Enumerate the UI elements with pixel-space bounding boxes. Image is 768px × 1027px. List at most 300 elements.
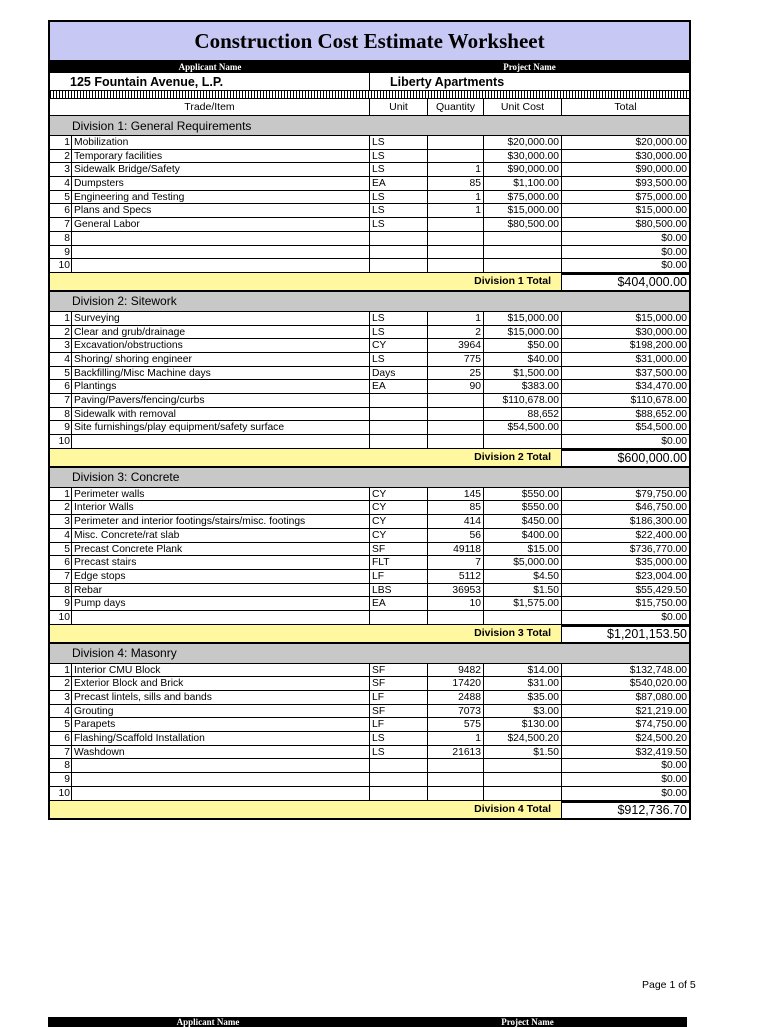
trade-item-cell: Washdown <box>72 746 370 759</box>
row-number: 4 <box>50 177 72 190</box>
unit-cell: SF <box>370 543 428 556</box>
quantity-cell: 90 <box>428 380 484 393</box>
unit-cell <box>370 759 428 772</box>
unit-cost-cell: 88,652 <box>484 408 562 421</box>
col-quantity: Quantity <box>428 99 484 115</box>
trade-item-cell: Surveying <box>72 312 370 325</box>
table-row <box>50 136 689 150</box>
total-cell: $0.00 <box>661 436 687 448</box>
col-trade-item: Trade/Item <box>50 99 370 115</box>
division-total-value: $404,000.00 <box>562 273 689 290</box>
row-number: 6 <box>50 732 72 745</box>
divisions-container <box>50 116 689 818</box>
unit-cost-cell: $1.50 <box>484 746 562 759</box>
unit-cell: LF <box>370 718 428 731</box>
quantity-cell <box>428 611 484 624</box>
row-number: 7 <box>50 746 72 759</box>
unit-cell: LF <box>370 570 428 583</box>
quantity-cell: 3964 <box>428 339 484 352</box>
table-row <box>50 218 689 232</box>
total-cell: $15,000.00 <box>635 205 687 217</box>
table-row <box>50 408 689 422</box>
trade-item-cell: Flashing/Scaffold Installation <box>72 732 370 745</box>
row-number: 4 <box>50 529 72 542</box>
row-number: 6 <box>50 204 72 217</box>
hatch-divider <box>50 91 689 99</box>
unit-cost-cell: $24,500.20 <box>484 732 562 745</box>
col-unit-cost: Unit Cost <box>484 99 562 115</box>
quantity-cell <box>428 136 484 149</box>
table-row <box>50 232 689 246</box>
table-row <box>50 529 689 543</box>
unit-cost-cell: $1,575.00 <box>484 597 562 610</box>
quantity-cell: 145 <box>428 488 484 501</box>
total-cell: $31,000.00 <box>635 353 687 365</box>
trade-item-cell: Backfilling/Misc Machine days <box>72 367 370 380</box>
unit-cost-cell <box>484 246 562 259</box>
row-number: 3 <box>50 515 72 528</box>
unit-cost-cell: $40.00 <box>484 353 562 366</box>
total-cell: $0.00 <box>661 611 687 623</box>
unit-cost-cell: $15,000.00 <box>484 204 562 217</box>
table-row <box>50 150 689 164</box>
row-number: 2 <box>50 677 72 690</box>
next-page-header <box>48 1017 687 1027</box>
unit-cost-cell: $30,000.00 <box>484 150 562 163</box>
row-number: 10 <box>50 259 72 272</box>
row-number: 9 <box>50 246 72 259</box>
unit-cell: SF <box>370 677 428 690</box>
row-number: 5 <box>50 191 72 204</box>
total-cell: $0.00 <box>661 760 687 772</box>
total-cell: $0.00 <box>661 246 687 258</box>
unit-cost-cell <box>484 611 562 624</box>
table-row <box>50 543 689 557</box>
trade-item-cell: Shoring/ shoring engineer <box>72 353 370 366</box>
unit-cost-cell <box>484 773 562 786</box>
table-row <box>50 705 689 719</box>
total-cell: $30,000.00 <box>635 326 687 338</box>
total-cell: $79,750.00 <box>635 488 687 500</box>
total-cell: $32,419.50 <box>635 746 687 758</box>
unit-cost-cell: $1,100.00 <box>484 177 562 190</box>
trade-item-cell: Plantings <box>72 380 370 393</box>
table-row <box>50 787 689 801</box>
quantity-cell: 7073 <box>428 705 484 718</box>
row-number: 8 <box>50 408 72 421</box>
division-total-label: Division 4 Total <box>50 801 562 818</box>
unit-cell: LS <box>370 150 428 163</box>
next-applicant-label: Applicant Name <box>176 1017 240 1027</box>
quantity-cell: 7 <box>428 556 484 569</box>
unit-cell: CY <box>370 515 428 528</box>
row-number: 9 <box>50 421 72 434</box>
unit-cost-cell <box>484 759 562 772</box>
trade-item-cell: Misc. Concrete/rat slab <box>72 529 370 542</box>
division-total-label: Division 1 Total <box>50 273 562 290</box>
unit-cell <box>370 435 428 448</box>
row-number: 9 <box>50 597 72 610</box>
unit-cell: LS <box>370 353 428 366</box>
unit-cell: LS <box>370 191 428 204</box>
trade-item-cell <box>72 787 370 800</box>
total-cell: $21,219.00 <box>635 705 687 717</box>
quantity-cell: 414 <box>428 515 484 528</box>
row-number: 1 <box>50 488 72 501</box>
trade-item-cell: Sidewalk Bridge/Safety <box>72 163 370 176</box>
quantity-cell: 2 <box>428 326 484 339</box>
division-total-row <box>50 449 689 468</box>
table-row <box>50 394 689 408</box>
row-number: 4 <box>50 705 72 718</box>
division-total-row <box>50 273 689 292</box>
row-number: 6 <box>50 380 72 393</box>
total-cell: $736,770.00 <box>629 543 687 555</box>
unit-cost-cell <box>484 232 562 245</box>
row-number: 7 <box>50 570 72 583</box>
header-labels <box>50 61 689 73</box>
quantity-cell <box>428 787 484 800</box>
trade-item-cell: Sidewalk with removal <box>72 408 370 421</box>
total-cell: $34,470.00 <box>635 381 687 393</box>
unit-cost-cell <box>484 259 562 272</box>
division-total-value: $1,201,153.50 <box>562 625 689 642</box>
table-row <box>50 259 689 273</box>
unit-cell: LS <box>370 136 428 149</box>
table-row <box>50 759 689 773</box>
total-cell: $23,004.00 <box>635 570 687 582</box>
table-row <box>50 435 689 449</box>
quantity-cell: 9482 <box>428 664 484 677</box>
unit-cost-cell: $400.00 <box>484 529 562 542</box>
total-cell: $46,750.00 <box>635 502 687 514</box>
unit-cost-cell: $550.00 <box>484 488 562 501</box>
table-row <box>50 163 689 177</box>
unit-cost-cell: $90,000.00 <box>484 163 562 176</box>
total-cell: $74,750.00 <box>635 719 687 731</box>
row-number: 8 <box>50 584 72 597</box>
total-cell: $15,750.00 <box>635 598 687 610</box>
quantity-cell: 575 <box>428 718 484 731</box>
row-number: 10 <box>50 435 72 448</box>
trade-item-cell: General Labor <box>72 218 370 231</box>
total-cell: $37,500.00 <box>635 367 687 379</box>
division-header: Division 4: Masonry <box>50 644 689 664</box>
worksheet-title: Construction Cost Estimate Worksheet <box>50 22 689 61</box>
trade-item-cell: Perimeter and interior footings/stairs/misc. footings <box>72 515 370 528</box>
trade-item-cell: Clear and grub/drainage <box>72 326 370 339</box>
total-cell: $93,500.00 <box>635 178 687 190</box>
unit-cost-cell: $15.00 <box>484 543 562 556</box>
unit-cell <box>370 246 428 259</box>
table-row <box>50 570 689 584</box>
table-row <box>50 488 689 502</box>
unit-cost-cell: $50.00 <box>484 339 562 352</box>
total-cell: $35,000.00 <box>635 557 687 569</box>
unit-cell: FLT <box>370 556 428 569</box>
unit-cost-cell: $54,500.00 <box>484 421 562 434</box>
row-number: 3 <box>50 163 72 176</box>
row-number: 7 <box>50 218 72 231</box>
quantity-cell: 1 <box>428 163 484 176</box>
unit-cell: SF <box>370 664 428 677</box>
unit-cost-cell: $5,000.00 <box>484 556 562 569</box>
quantity-cell: 1 <box>428 312 484 325</box>
row-number: 5 <box>50 367 72 380</box>
trade-item-cell: Engineering and Testing <box>72 191 370 204</box>
unit-cell: LS <box>370 746 428 759</box>
unit-cost-cell: $15,000.00 <box>484 312 562 325</box>
division-total-value: $600,000.00 <box>562 449 689 466</box>
total-cell: $54,500.00 <box>635 422 687 434</box>
unit-cell: LS <box>370 163 428 176</box>
quantity-cell <box>428 435 484 448</box>
project-label: Project Name <box>503 62 556 72</box>
unit-cell: LS <box>370 218 428 231</box>
unit-cell <box>370 421 428 434</box>
unit-cost-cell: $35.00 <box>484 691 562 704</box>
column-header-row <box>50 99 689 116</box>
unit-cell: LS <box>370 326 428 339</box>
unit-cost-cell: $450.00 <box>484 515 562 528</box>
unit-cell: LF <box>370 691 428 704</box>
quantity-cell <box>428 773 484 786</box>
quantity-cell: 49118 <box>428 543 484 556</box>
trade-item-cell: Pump days <box>72 597 370 610</box>
table-row <box>50 597 689 611</box>
trade-item-cell: Interior CMU Block <box>72 664 370 677</box>
col-unit: Unit <box>370 99 428 115</box>
division-header: Division 3: Concrete <box>50 468 689 488</box>
total-cell: $20,000.00 <box>635 137 687 148</box>
row-number: 2 <box>50 150 72 163</box>
unit-cost-cell: $3.00 <box>484 705 562 718</box>
trade-item-cell: Precast Concrete Plank <box>72 543 370 556</box>
trade-item-cell <box>72 232 370 245</box>
total-cell: $30,000.00 <box>635 150 687 162</box>
trade-item-cell: Temporary facilities <box>72 150 370 163</box>
trade-item-cell: Exterior Block and Brick <box>72 677 370 690</box>
unit-cell <box>370 394 428 407</box>
unit-cost-cell: $80,500.00 <box>484 218 562 231</box>
row-number: 8 <box>50 232 72 245</box>
table-row <box>50 204 689 218</box>
quantity-cell: 775 <box>428 353 484 366</box>
table-row <box>50 515 689 529</box>
row-number: 1 <box>50 136 72 149</box>
quantity-cell <box>428 259 484 272</box>
row-number: 10 <box>50 787 72 800</box>
unit-cost-cell: $4.50 <box>484 570 562 583</box>
unit-cost-cell: $1.50 <box>484 584 562 597</box>
unit-cell: EA <box>370 177 428 190</box>
next-project-label: Project Name <box>501 1017 554 1027</box>
table-row <box>50 501 689 515</box>
unit-cell: LS <box>370 204 428 217</box>
unit-cell: CY <box>370 339 428 352</box>
trade-item-cell: Dumpsters <box>72 177 370 190</box>
unit-cell: Days <box>370 367 428 380</box>
quantity-cell <box>428 232 484 245</box>
unit-cell: EA <box>370 380 428 393</box>
total-cell: $87,080.00 <box>635 692 687 703</box>
trade-item-cell: Precast lintels, sills and bands <box>72 691 370 704</box>
total-cell: $55,429.50 <box>635 584 687 596</box>
unit-cost-cell: $110,678.00 <box>484 394 562 407</box>
total-cell: $24,500.20 <box>635 733 687 745</box>
unit-cell: CY <box>370 488 428 501</box>
table-row <box>50 677 689 691</box>
row-number: 5 <box>50 718 72 731</box>
trade-item-cell <box>72 435 370 448</box>
trade-item-cell <box>72 611 370 624</box>
trade-item-cell: Grouting <box>72 705 370 718</box>
total-cell: $90,000.00 <box>635 164 687 176</box>
total-cell: $0.00 <box>661 787 687 799</box>
row-number: 6 <box>50 556 72 569</box>
row-number: 8 <box>50 759 72 772</box>
table-row <box>50 246 689 260</box>
division-total-row <box>50 625 689 644</box>
quantity-cell: 1 <box>428 732 484 745</box>
unit-cell: CY <box>370 529 428 542</box>
unit-cell <box>370 259 428 272</box>
worksheet <box>48 20 691 820</box>
row-number: 3 <box>50 691 72 704</box>
quantity-cell: 17420 <box>428 677 484 690</box>
table-row <box>50 380 689 394</box>
quantity-cell <box>428 421 484 434</box>
unit-cell <box>370 232 428 245</box>
unit-cost-cell: $20,000.00 <box>484 136 562 149</box>
table-row <box>50 421 689 435</box>
project-value: Liberty Apartments <box>390 74 505 89</box>
quantity-cell: 1 <box>428 191 484 204</box>
total-cell: $0.00 <box>661 774 687 786</box>
trade-item-cell: Interior Walls <box>72 501 370 514</box>
table-row <box>50 718 689 732</box>
table-row <box>50 312 689 326</box>
quantity-cell: 5112 <box>428 570 484 583</box>
page-number: Page 1 of 5 <box>642 979 696 991</box>
quantity-cell: 21613 <box>428 746 484 759</box>
trade-item-cell: Precast stairs <box>72 556 370 569</box>
quantity-cell <box>428 394 484 407</box>
total-cell: $186,300.00 <box>629 516 687 528</box>
trade-item-cell: Plans and Specs <box>72 204 370 217</box>
quantity-cell <box>428 408 484 421</box>
table-row <box>50 584 689 598</box>
quantity-cell <box>428 759 484 772</box>
total-cell: $88,652.00 <box>635 408 687 420</box>
total-cell: $80,500.00 <box>635 219 687 231</box>
trade-item-cell: Rebar <box>72 584 370 597</box>
row-number: 2 <box>50 326 72 339</box>
division-header: Division 2: Sitework <box>50 292 689 312</box>
table-row <box>50 326 689 340</box>
row-number: 4 <box>50 353 72 366</box>
unit-cell <box>370 611 428 624</box>
table-row <box>50 177 689 191</box>
division-total-label: Division 2 Total <box>50 449 562 466</box>
quantity-cell: 85 <box>428 177 484 190</box>
header-values <box>50 73 689 91</box>
unit-cell: LS <box>370 732 428 745</box>
trade-item-cell: Edge stops <box>72 570 370 583</box>
unit-cell <box>370 408 428 421</box>
total-cell: $15,000.00 <box>635 312 687 324</box>
total-cell: $132,748.00 <box>629 664 687 676</box>
table-row <box>50 664 689 678</box>
trade-item-cell: Parapets <box>72 718 370 731</box>
quantity-cell: 10 <box>428 597 484 610</box>
table-row <box>50 691 689 705</box>
table-row <box>50 611 689 625</box>
total-cell: $110,678.00 <box>630 395 687 406</box>
unit-cost-cell: $15,000.00 <box>484 326 562 339</box>
quantity-cell <box>428 246 484 259</box>
unit-cell <box>370 787 428 800</box>
quantity-cell: 56 <box>428 529 484 542</box>
unit-cell: CY <box>370 501 428 514</box>
division-header: Division 1: General Requirements <box>50 116 689 136</box>
total-cell: $0.00 <box>661 260 687 272</box>
table-row <box>50 367 689 381</box>
unit-cell: LBS <box>370 584 428 597</box>
trade-item-cell: Paving/Pavers/fencing/curbs <box>72 394 370 407</box>
quantity-cell <box>428 150 484 163</box>
unit-cost-cell: $550.00 <box>484 501 562 514</box>
quantity-cell: 85 <box>428 501 484 514</box>
unit-cell: LS <box>370 312 428 325</box>
table-row <box>50 353 689 367</box>
table-row <box>50 732 689 746</box>
table-row <box>50 339 689 353</box>
table-row <box>50 191 689 205</box>
row-number: 7 <box>50 394 72 407</box>
row-number: 10 <box>50 611 72 624</box>
trade-item-cell: Excavation/obstructions <box>72 339 370 352</box>
quantity-cell: 25 <box>428 367 484 380</box>
row-number: 3 <box>50 339 72 352</box>
quantity-cell: 36953 <box>428 584 484 597</box>
trade-item-cell <box>72 259 370 272</box>
total-cell: $540,020.00 <box>629 678 687 690</box>
applicant-value: 125 Fountain Avenue, L.P. <box>50 73 370 90</box>
total-cell: $198,200.00 <box>629 340 687 352</box>
row-number: 5 <box>50 543 72 556</box>
table-row <box>50 746 689 760</box>
unit-cost-cell <box>484 787 562 800</box>
quantity-cell: 2488 <box>428 691 484 704</box>
trade-item-cell <box>72 759 370 772</box>
unit-cost-cell <box>484 435 562 448</box>
table-row <box>50 556 689 570</box>
unit-cost-cell: $75,000.00 <box>484 191 562 204</box>
total-cell: $22,400.00 <box>635 529 687 541</box>
quantity-cell: 1 <box>428 204 484 217</box>
row-number: 1 <box>50 664 72 677</box>
trade-item-cell <box>72 246 370 259</box>
division-total-value: $912,736.70 <box>562 801 689 818</box>
unit-cell: EA <box>370 597 428 610</box>
unit-cell: SF <box>370 705 428 718</box>
total-cell: $0.00 <box>661 232 687 244</box>
trade-item-cell: Mobilization <box>72 136 370 149</box>
row-number: 1 <box>50 312 72 325</box>
table-row <box>50 773 689 787</box>
division-total-label: Division 3 Total <box>50 625 562 642</box>
